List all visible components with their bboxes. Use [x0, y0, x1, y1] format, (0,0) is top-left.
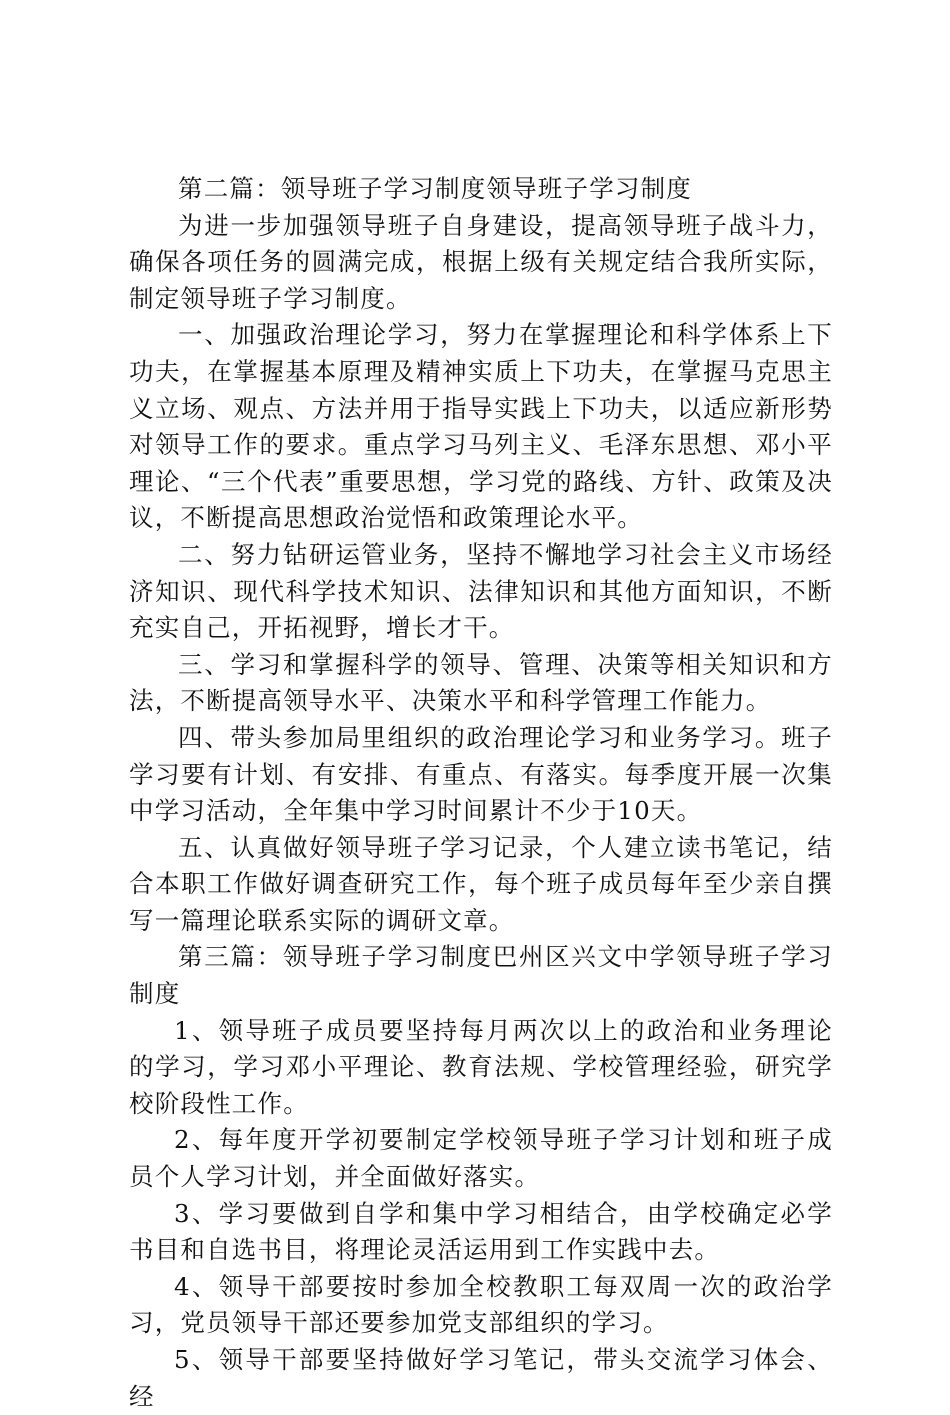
item-five-paragraph: 五、认真做好领导班子学习记录，个人建立读书笔记，结合本职工作做好调查研究工作，每个班子成员每年至少亲自撰写一篇理论联系实际的调研文章。 [129, 832, 833, 935]
section-heading-part-three: 第三篇：领导班子学习制度巴州区兴文中学领导班子学习制度 [129, 942, 833, 1009]
intro-paragraph: 为进一步加强领导班子自身建设，提高领导班子战斗力，确保各项任务的圆满完成，根据上级有关规定结合我所实际，制定领导班子学习制度。 [129, 210, 833, 313]
item-three-paragraph: 三、学习和掌握科学的领导、管理、决策等相关知识和方法，不断提高领导水平、决策水平和科学管理工作能力。 [129, 649, 833, 716]
item-four-paragraph: 四、带头参加局里组织的政治理论学习和业务学习。班子学习要有计划、有安排、有重点、有落实。每季度开展一次集中学习活动，全年集中学习时间累计不少于10天。 [129, 722, 833, 826]
rule-2-paragraph: 2、每年度开学初要制定学校领导班子学习计划和班子成员个人学习计划，并全面做好落实。 [129, 1125, 833, 1192]
rule-3-paragraph: 3、学习要做到自学和集中学习相结合，由学校确定必学书目和自选书目，将理论灵活运用到工作实践中去。 [129, 1198, 833, 1265]
rule-4-paragraph: 4、领导干部要按时参加全校教职工每双周一次的政治学习，党员领导干部还要参加党支部组织的学习。 [129, 1271, 833, 1338]
rule-5-paragraph: 5、领导干部要坚持做好学习笔记，带头交流学习体会、经 [129, 1345, 833, 1411]
section-heading-part-two: 第二篇：领导班子学习制度领导班子学习制度 [178, 174, 692, 203]
rule-1-paragraph: 1、领导班子成员要坚持每月两次以上的政治和业务理论的学习，学习邓小平理论、教育法规、学校管理经验，研究学校阶段性工作。 [129, 1015, 833, 1118]
document-body [129, 171, 833, 1415]
item-two-paragraph: 二、努力钻研运管业务，坚持不懈地学习社会主义市场经济知识、现代科学技术知识、法律知识和其他方面知识，不断充实自己，开拓视野，增长才干。 [129, 539, 833, 643]
item-one-paragraph: 一、加强政治理论学习，努力在掌握理论和科学体系上下功夫，在掌握基本原理及精神实质上下功夫，在掌握马克思主义立场、观点、方法并用于指导实践上下功夫，以适应新形势对领导工作的要求。重点学习马列主义、毛泽东思想、邓小平理论、“三个代表”重要思想，学习党的路线、方针、政策及决议，不断提高思想政治觉悟和政策理论水平。 [129, 320, 833, 533]
